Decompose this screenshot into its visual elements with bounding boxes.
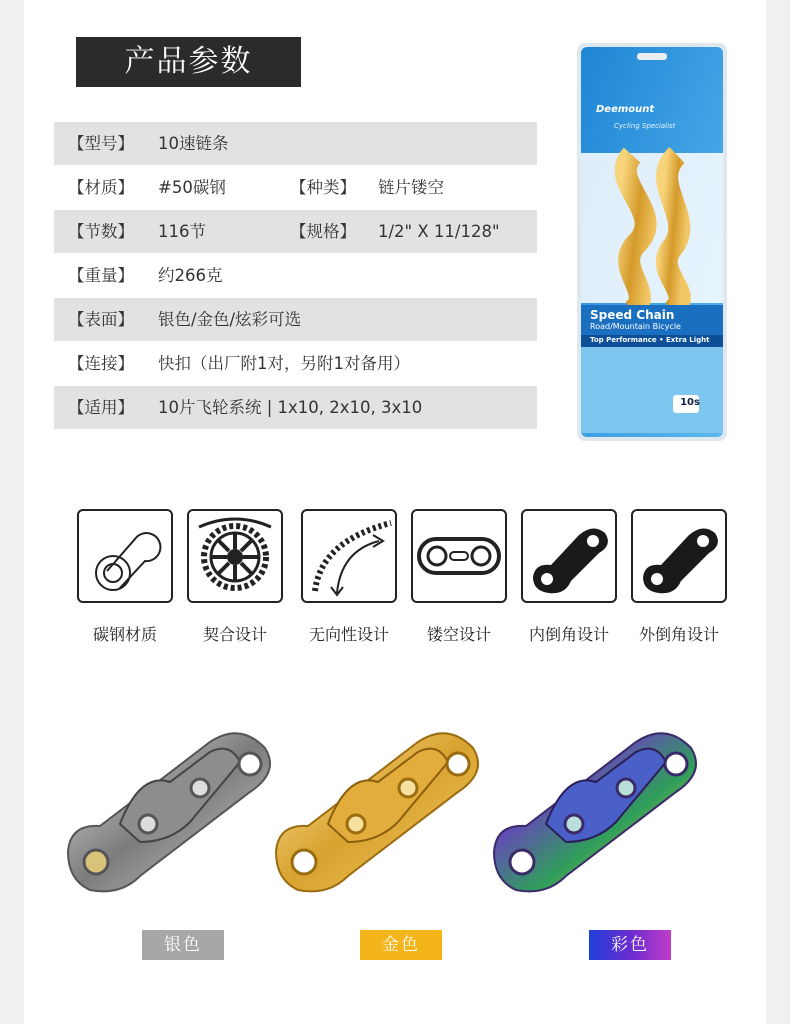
color-swatch-silver[interactable]: 银色 xyxy=(142,930,224,960)
spec-key: 【重量】 xyxy=(68,266,134,285)
spec-value: #50碳钢 xyxy=(158,178,226,197)
spec-value: 116节 xyxy=(158,222,206,241)
spec-row-surface xyxy=(54,298,537,341)
spec-key: 【种类】 xyxy=(290,178,356,197)
outer-chamfer-icon xyxy=(631,509,727,603)
non-directional-icon xyxy=(301,509,397,603)
page xyxy=(24,0,766,1024)
spec-value: 快扣（出厂附1对，另附1对备用） xyxy=(158,354,410,373)
inner-chamfer-icon xyxy=(521,509,617,603)
package-brand: Deemount xyxy=(596,104,655,115)
package-tagline: Cycling Specialist xyxy=(614,122,676,130)
spec-row-compatibility xyxy=(54,386,537,429)
color-swatch-gold[interactable]: 金色 xyxy=(360,930,442,960)
spec-row-material xyxy=(54,166,537,209)
carbon-steel-icon xyxy=(77,509,173,603)
spec-value: 10速链条 xyxy=(158,134,229,153)
feature-label-inner-chamfer: 内倒角设计 xyxy=(528,625,609,644)
spec-key: 【材质】 xyxy=(68,178,134,197)
spec-row-model xyxy=(54,122,537,165)
spec-row-links xyxy=(54,210,537,253)
package-speed-badge: 10s xyxy=(680,397,700,408)
feature-label-outer-chamfer: 外倒角设计 xyxy=(638,625,719,644)
spec-key: 【表面】 xyxy=(68,310,134,329)
spec-key: 【适用】 xyxy=(68,398,134,417)
feature-label-non-directional: 无向性设计 xyxy=(308,625,389,644)
spec-key: 【连接】 xyxy=(68,354,134,373)
package-image xyxy=(577,43,727,441)
spec-value: 10片飞轮系统 | 1x10, 2x10, 3x10 xyxy=(158,398,423,417)
spec-value: 银色/金色/炫彩可选 xyxy=(158,310,302,329)
color-swatch-rainbow[interactable]: 彩色 xyxy=(589,930,671,960)
spec-key: 【节数】 xyxy=(68,222,134,241)
package-banner: Top Performance • Extra Light xyxy=(590,336,710,344)
spec-value: 链片镂空 xyxy=(378,178,444,197)
spec-row-connection xyxy=(54,342,537,385)
spec-key: 【型号】 xyxy=(68,134,134,153)
package-product: Speed Chain xyxy=(590,308,675,322)
feature-label-carbon-steel: 碳钢材质 xyxy=(92,625,157,644)
spec-key: 【规格】 xyxy=(290,222,356,241)
feature-label-gear-fit: 契合设计 xyxy=(202,625,267,644)
spec-value: 约266克 xyxy=(158,266,223,285)
gear-fit-icon xyxy=(187,509,283,603)
chain-silver-image xyxy=(60,712,290,902)
feature-label-hollow: 镂空设计 xyxy=(426,625,491,644)
page-title: 产品参数 xyxy=(76,37,301,87)
chain-gold-image xyxy=(268,712,498,902)
chain-rainbow-image xyxy=(486,712,716,902)
spec-row-weight xyxy=(54,254,537,297)
hollow-link-icon xyxy=(411,509,507,603)
package-subtitle: Road/Mountain Bicycle xyxy=(590,322,681,331)
spec-value: 1/2" X 11/128" xyxy=(378,222,500,241)
